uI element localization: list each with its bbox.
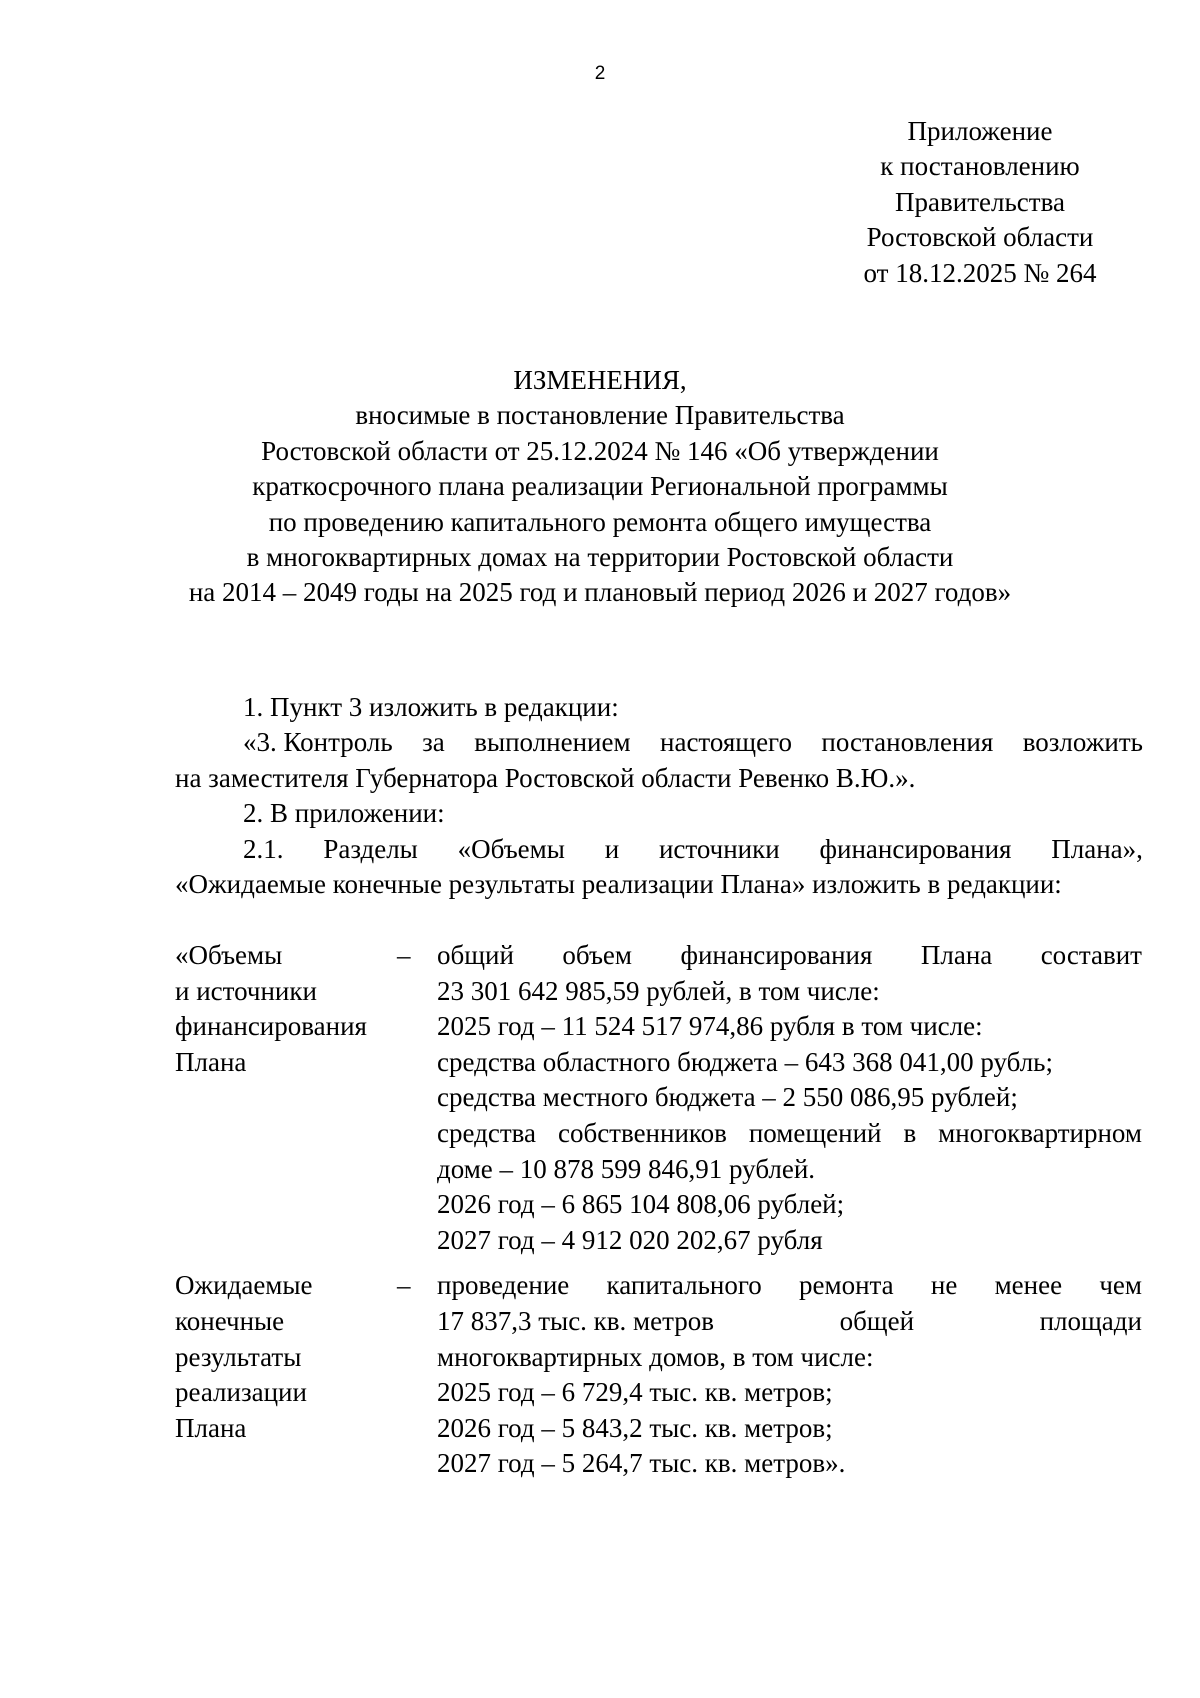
document-title [0, 363, 1200, 611]
word: «Объемы [457, 833, 565, 864]
label-line: «Объемы [175, 940, 283, 970]
word: объем [562, 940, 632, 970]
word: помещений [748, 1117, 882, 1148]
word: «3. Контроль [243, 727, 393, 758]
word: выполнением [474, 727, 631, 758]
word: многоквартирном [938, 1117, 1142, 1148]
label-line: финансирования [175, 1011, 367, 1042]
title-line: по проведению капитального ремонта общего имущества [268, 506, 932, 537]
appendix-line: Приложение [907, 116, 1053, 146]
word: чем [1099, 1270, 1142, 1301]
appendix-line: Правительства [895, 186, 1065, 217]
appendix-line: Ростовской области [866, 222, 1094, 253]
label-line: конечные [175, 1305, 285, 1336]
word: в [903, 1117, 917, 1148]
funding-line: 23 301 642 985,59 рублей, в том числе: [437, 975, 880, 1006]
results-first-line [437, 1268, 1142, 1304]
title-line: краткосрочного плана реализации Региональной программы [252, 471, 948, 502]
word: собственников [557, 1117, 727, 1148]
word: средства [437, 1117, 537, 1148]
word: площади [1039, 1305, 1142, 1336]
title-line: на 2014 – 2049 годы на 2025 год и плановый период 2026 и 2027 годов» [188, 577, 1012, 608]
label-line: Ожидаемые [175, 1270, 313, 1301]
funding-value [437, 938, 1142, 1258]
item-1: 1. Пункт 3 изложить в редакции: [243, 692, 619, 722]
label-line: Плана [175, 1046, 247, 1077]
word: менее [994, 1270, 1063, 1301]
word: Разделы [323, 833, 418, 864]
title-heading: ИЗМЕНЕНИЯ, [513, 365, 687, 395]
funding-line: 2027 год – 4 912 020 202,67 рубля [437, 1224, 823, 1255]
label-line: и источники [175, 975, 317, 1006]
word: постановления [821, 727, 994, 758]
funding-first-line [437, 938, 1142, 974]
item-2-1-end: «Ожидаемые конечные результаты реализации Плана» изложить в редакции: [175, 869, 1062, 900]
funding-owners-line [437, 1116, 1142, 1152]
results-dash: – [397, 1270, 411, 1301]
word: Плана [920, 940, 993, 970]
appendix-line: к постановлению [880, 151, 1080, 182]
label-line: результаты [175, 1341, 302, 1372]
results-value [437, 1268, 1142, 1482]
results-label [175, 1268, 397, 1482]
word: общий [437, 940, 514, 970]
funding-line: 2026 год – 6 865 104 808,06 рублей; [437, 1189, 845, 1220]
page-number: 2 [594, 63, 606, 84]
funding-line: средства местного бюджета – 2 550 086,95 рублей; [437, 1082, 1018, 1113]
results-line: 2026 год – 5 843,2 тыс. кв. метров; [437, 1412, 833, 1443]
results-line: многоквартирных домов, в том числе: [437, 1341, 874, 1372]
title-line: в многоквартирных домах на территории Ростовской области [246, 542, 954, 573]
results-line: 2025 год – 6 729,4 тыс. кв. метров; [437, 1377, 833, 1408]
word: общей [839, 1305, 915, 1336]
word: источники [658, 833, 780, 864]
item-1-quote-first-line [175, 725, 1143, 760]
word: проведение [437, 1270, 570, 1301]
funding-dash: – [397, 940, 411, 970]
word: 2.1. [243, 833, 284, 864]
word: не [930, 1270, 958, 1301]
word: возложить [1022, 727, 1143, 758]
appendix-line: от 18.12.2025 № 264 [863, 257, 1097, 288]
word: и [604, 833, 620, 864]
item-2-1-first-line [175, 832, 1143, 867]
word: 17 837,3 тыс. кв. метров [437, 1305, 714, 1336]
results-second-line [437, 1304, 1142, 1340]
appendix-block [800, 114, 1160, 291]
results-line: 2027 год – 5 264,7 тыс. кв. метров». [437, 1448, 846, 1479]
word: финансирования [819, 833, 1012, 864]
word: составит [1040, 940, 1142, 970]
item-2: 2. В приложении: [243, 798, 445, 829]
word: капитального [606, 1270, 762, 1301]
word: настоящего [660, 727, 792, 758]
label-line: Плана [175, 1412, 247, 1443]
body-text [175, 690, 1143, 902]
word: за [422, 727, 445, 758]
funding-section [175, 938, 1143, 1258]
funding-label [175, 938, 397, 1258]
title-line: Ростовской области от 25.12.2024 № 146 «Об утверждении [261, 435, 939, 466]
word: финансирования [680, 940, 873, 970]
item-1-quote-end: на заместителя Губернатора Ростовской области Ревенко В.Ю.». [175, 762, 916, 793]
title-line: вносимые в постановление Правительства [355, 400, 845, 431]
word: Плана», [1051, 833, 1143, 864]
sections-table [175, 938, 1143, 1492]
label-line: реализации [175, 1377, 307, 1408]
funding-line: средства областного бюджета – 643 368 041,00 рубль; [437, 1046, 1053, 1077]
word: ремонта [799, 1270, 894, 1301]
funding-line: 2025 год – 11 524 517 974,86 рубля в том числе: [437, 1011, 983, 1042]
results-section [175, 1268, 1143, 1482]
funding-line: доме – 10 878 599 846,91 рублей. [437, 1153, 816, 1184]
